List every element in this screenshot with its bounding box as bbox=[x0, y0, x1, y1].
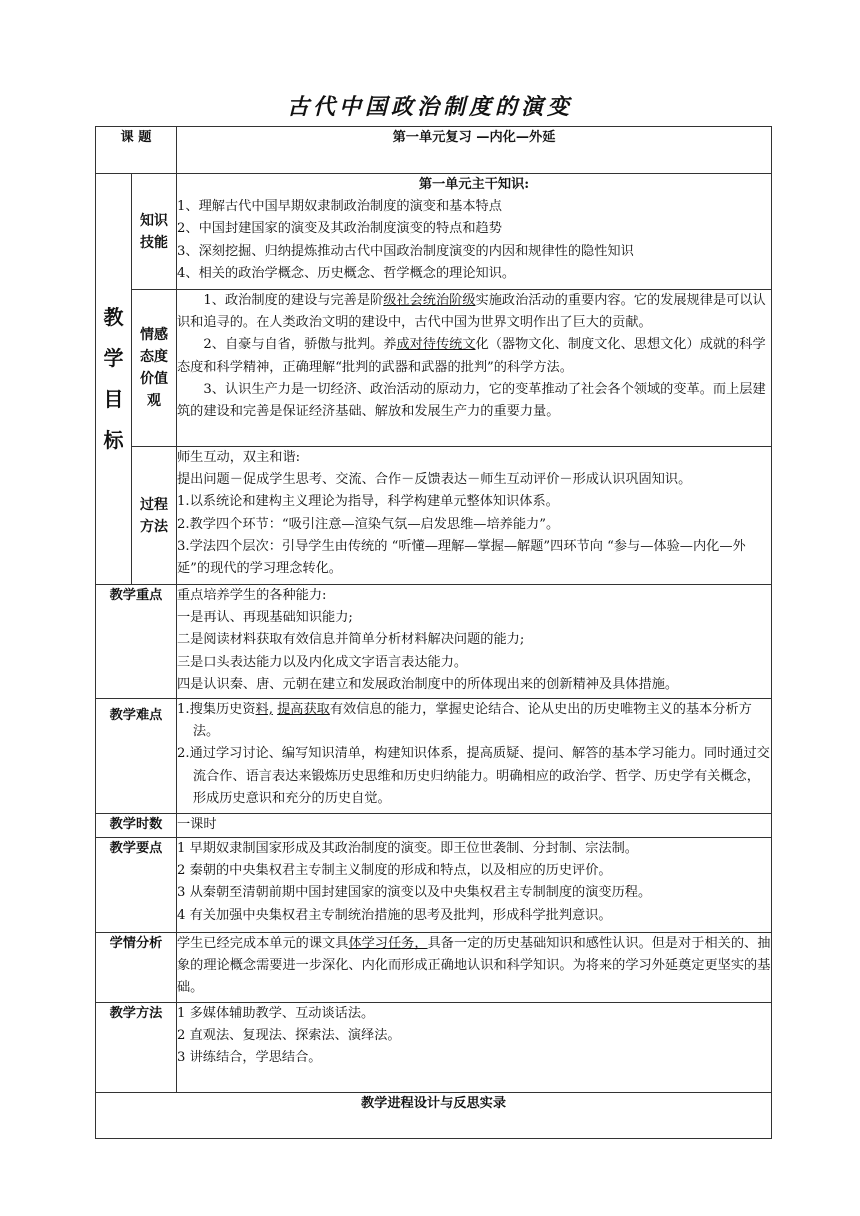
topic-value: 第一单元复习 —内化—外延 bbox=[177, 127, 772, 174]
analysis-content: 学生已经完成本单元的课文具体学习任务，具备一定的历史基础知识和感性认识。但是对于相关的、抽象的理论概念需要进一步深化、内化而形成正确地认识和科学知识。为将来的学习外延奠定更坚实的基础。 bbox=[177, 933, 772, 1003]
key-point-line: 四是认识秦、唐、元朝在建立和发展政治制度中的所体现出来的创新精神及具体措施。 bbox=[177, 676, 679, 692]
key-point-line: 重点培养学生的各种能力: bbox=[177, 588, 327, 603]
process-line: 3.学法四个层次：引导学生由传统的 “听懂—理解—掌握—解题”四环节向 “参与—体验—内化—外延”的现代的学习理念转化。 bbox=[177, 538, 746, 577]
hours-label: 教学时数 bbox=[96, 814, 177, 838]
document-title: 古代中国政治制度的演变 bbox=[286, 95, 573, 120]
essential-line: 2 秦朝的中央集权君主专制主义制度的形成和特点，以及相应的历史评价。 bbox=[177, 863, 612, 879]
knowledge-line: 2、中国封建国家的演变及其政治制度演变的特点和趋势 bbox=[177, 221, 502, 237]
method-line: 1 多媒体辅助教学、互动谈话法。 bbox=[177, 1006, 375, 1021]
knowledge-skills-label: 知识 技能 bbox=[132, 174, 177, 290]
essentials-content bbox=[177, 838, 772, 933]
key-point-line: 一是再认、再现基础知识能力; bbox=[177, 610, 353, 626]
essential-line: 3 从秦朝至清朝前期中国封建国家的演变以及中央集权君主专制制度的演变历程。 bbox=[177, 885, 652, 901]
process-methods-label: 过程 方法 bbox=[132, 447, 177, 585]
lesson-plan-table bbox=[95, 126, 772, 1139]
key-points-content bbox=[177, 585, 772, 699]
process-design-heading: 教学进程设计与反思实录 bbox=[96, 1093, 772, 1139]
knowledge-skills-content bbox=[177, 174, 772, 290]
process-line: 师生互动，双主和谐: bbox=[177, 450, 301, 465]
attitude-values-label: 情感 态度 价值 观 bbox=[132, 290, 177, 447]
methods-label: 教学方法 bbox=[96, 1003, 177, 1093]
objectives-group-label: 教 学 目 标 bbox=[96, 174, 132, 585]
method-line: 2 直观法、复现法、探索法、演绎法。 bbox=[177, 1028, 401, 1044]
attitude-paragraph-2: 2、自豪与自省，骄傲与批判。养成对待传统文化（器物文化、制度文化、思想文化）成就的科学态度和科学精神，正确理解“批判的武器和武器的批判”的科学方法。 bbox=[177, 337, 766, 375]
key-point-line: 二是阅读材料获取有效信息并简单分析材料解决问题的能力; bbox=[177, 632, 525, 648]
knowledge-heading: 第一单元主干知识: bbox=[418, 177, 530, 192]
process-methods-content bbox=[177, 447, 772, 585]
method-line: 3 讲练结合，学思结合。 bbox=[177, 1050, 322, 1066]
attitude-paragraph-3: 3、认识生产力是一切经济、政治活动的原动力，它的变革推动了社会各个领域的变革。而上层建筑的建设和完善是保证经济基础、解放和发展生产力的重要力量。 bbox=[177, 381, 766, 420]
analysis-label: 学情分析 bbox=[96, 933, 177, 1003]
difficulties-label: 教学难点 bbox=[96, 699, 177, 814]
difficulties-content bbox=[177, 699, 772, 814]
knowledge-line: 3、深刻挖掘、归纳提炼推动古代中国政治制度演变的内因和规律性的隐性知识 bbox=[177, 243, 634, 259]
key-point-line: 三是口头表达能力以及内化成文字语言表达能力。 bbox=[177, 654, 468, 670]
essentials-label: 教学要点 bbox=[96, 838, 177, 933]
process-line: 1.以系统论和建构主义理论为指导，科学构建单元整体知识体系。 bbox=[177, 494, 559, 510]
key-points-label: 教学重点 bbox=[96, 585, 177, 699]
process-line: 提出问题－促成学生思考、交流、合作－反馈表达－师生互动评价－形成认识巩固知识。 bbox=[177, 472, 692, 488]
hours-value: 一课时 bbox=[177, 814, 772, 838]
difficulty-item-2: 2.通过学习讨论、编写知识清单，构建知识体系，提高质疑、提问、解答的基本学习能力。同时通过交流合作、语言表达来锻炼历史思维和历史归纳能力。明确相应的政治学、哲学、历史学有关概念，形成历史意识和充分的历史自觉。 bbox=[177, 746, 770, 806]
methods-content bbox=[177, 1003, 772, 1093]
attitude-paragraph-1: 1、政治制度的建设与完善是阶级社会统治阶级实施政治活动的重要内容。它的发展规律是可以认识和追寻的。在人类政治文明的建设中，古代中国为世界文明作出了巨大的贡献。 bbox=[177, 293, 766, 331]
difficulty-item-1: 1.搜集历史资料, 提高获取有效信息的能力，掌握史论结合、论从史出的历史唯物主义的基本分析方法。 bbox=[177, 702, 752, 740]
attitude-values-content bbox=[177, 290, 772, 447]
knowledge-line: 4、相关的政治学概念、历史概念、哲学概念的理论知识。 bbox=[177, 265, 516, 281]
essential-line: 4 有关加强中央集权君主专制统治措施的思考及批判，形成科学批判意识。 bbox=[177, 907, 612, 923]
essential-line: 1 早期奴隶制国家形成及其政治制度的演变。即王位世袭制、分封制、宗法制。 bbox=[177, 841, 638, 856]
knowledge-line: 1、理解古代中国早期奴隶制政治制度的演变和基本特点 bbox=[177, 199, 502, 215]
topic-label: 课 题 bbox=[96, 127, 177, 174]
process-line: 2.教学四个环节：“吸引注意—渲染气氛—启发思维—培养能力”。 bbox=[177, 516, 560, 532]
